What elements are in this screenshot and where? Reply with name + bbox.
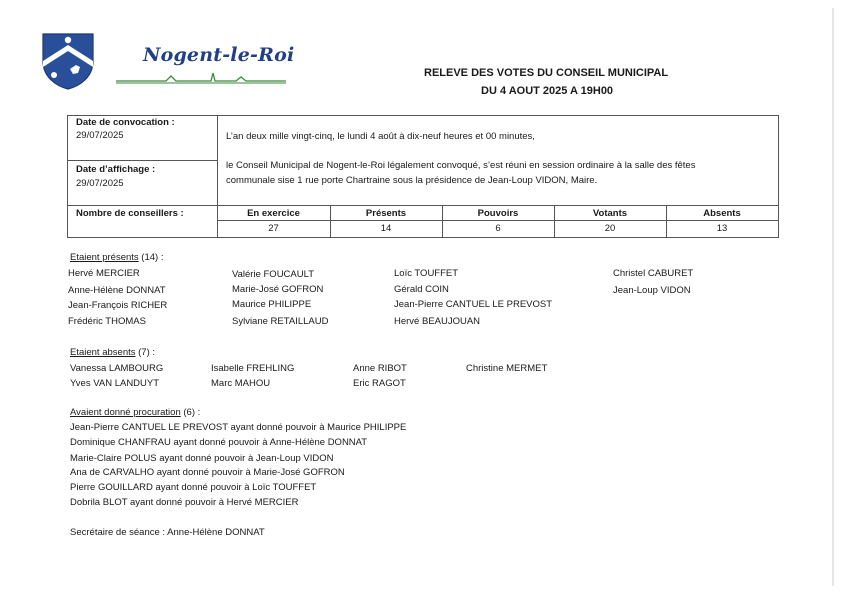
list-item: Hervé BEAUJOUAN — [394, 316, 481, 327]
list-item: Jean-Loup VIDON — [613, 285, 691, 296]
list-item: Dobrila BLOT ayant donné pouvoir à Hervé MERCIER — [70, 497, 299, 508]
logo-text: Nogent-le-Roi — [143, 44, 295, 66]
procurations-count: (6) : — [183, 407, 201, 418]
list-item: Christel CABURET — [613, 268, 694, 279]
list-item: Anne RIBOT — [353, 363, 407, 374]
column-header: En exercice — [247, 208, 300, 219]
document-subtitle: DU 4 AOUT 2025 A 19H00 — [481, 85, 614, 97]
page-edge — [832, 8, 834, 586]
list-item: Frédéric THOMAS — [68, 316, 146, 327]
list-item: Christine MERMET — [466, 363, 548, 374]
list-item: Maurice PHILIPPE — [232, 299, 312, 310]
table-divider — [67, 205, 778, 206]
presents-heading — [70, 252, 163, 264]
list-item: Hervé MERCIER — [68, 268, 140, 279]
convocation-label: Date de convocation : — [76, 117, 175, 128]
list-item: Valérie FOUCAULT — [232, 269, 314, 280]
procurations-heading-label: Avaient donné procuration — [70, 407, 181, 418]
list-item: Isabelle FREHLING — [211, 363, 295, 374]
table-divider — [67, 160, 217, 161]
presents-heading-label: Etaient présents — [70, 252, 139, 263]
count-value: 13 — [716, 223, 728, 234]
count-value: 27 — [268, 223, 279, 234]
absents-count: (7) : — [138, 347, 156, 358]
list-item: Vanessa LAMBOURG — [70, 363, 164, 374]
list-item: Ana de CARVALHO ayant donné pouvoir à Marie-José GOFRON — [70, 467, 345, 478]
convocation-date: 29/07/2025 — [76, 130, 124, 141]
list-item: Sylviane RETAILLAUD — [232, 316, 329, 327]
absents-heading-label: Etaient absents — [70, 347, 136, 358]
session-text-line2: communale sise 1 rue porte Chartraine sous la présidence de Jean-Loup VIDON, Maire. — [226, 175, 598, 186]
list-item: Gérald COIN — [394, 284, 449, 295]
list-item: Yves VAN LANDUYT — [70, 378, 160, 389]
list-item: Marc MAHOU — [211, 378, 271, 389]
list-item: Pierre GOUILLARD ayant donné pouvoir à Loïc TOUFFET — [70, 482, 317, 493]
list-item: Marie-José GOFRON — [232, 284, 324, 295]
count-value: 6 — [495, 223, 501, 234]
list-item: Jean-Pierre CANTUEL LE PREVOST ayant donné pouvoir à Maurice PHILIPPE — [70, 422, 407, 433]
affichage-label: Date d’affichage : — [76, 164, 156, 175]
column-header: Absents — [703, 208, 741, 219]
procurations-heading — [70, 407, 200, 419]
document-title: RELEVE DES VOTES DU CONSEIL MUNICIPAL — [424, 67, 669, 79]
list-item: Jean-Pierre CANTUEL LE PREVOST — [394, 299, 553, 310]
list-item: Eric RAGOT — [353, 378, 406, 389]
count-value: 20 — [604, 223, 616, 234]
list-item: Jean-François RICHER — [68, 300, 168, 311]
count-value: 14 — [380, 223, 392, 234]
list-item: Anne-Hélène DONNAT — [68, 285, 166, 296]
crest-icon — [40, 31, 96, 91]
logo-skyline-icon — [116, 69, 286, 85]
affichage-date: 29/07/2025 — [76, 178, 124, 189]
column-header: Présents — [365, 208, 407, 219]
column-header: Votants — [592, 208, 628, 219]
column-header: Pouvoirs — [477, 208, 519, 219]
session-text-line1: le Conseil Municipal de Nogent-le-Roi légalement convoqué, s’est réuni en session ordinaire à la salle des fêtes — [226, 160, 696, 171]
table-divider — [217, 220, 778, 221]
secretaire-line: Secrétaire de séance : Anne-Hélène DONNAT — [70, 527, 265, 538]
list-item: Dominique CHANFRAU ayant donné pouvoir à Anne-Hélène DONNAT — [70, 437, 368, 448]
list-item: Marie-Claire POLUS ayant donné pouvoir à Jean-Loup VIDON — [70, 453, 334, 464]
count-label: Nombre de conseillers : — [76, 208, 184, 219]
presents-count: (14) : — [141, 252, 164, 263]
session-intro: L’an deux mille vingt-cinq, le lundi 4 août à dix-neuf heures et 00 minutes, — [226, 131, 535, 142]
list-item: Loïc TOUFFET — [394, 268, 459, 279]
absents-heading — [70, 347, 155, 359]
